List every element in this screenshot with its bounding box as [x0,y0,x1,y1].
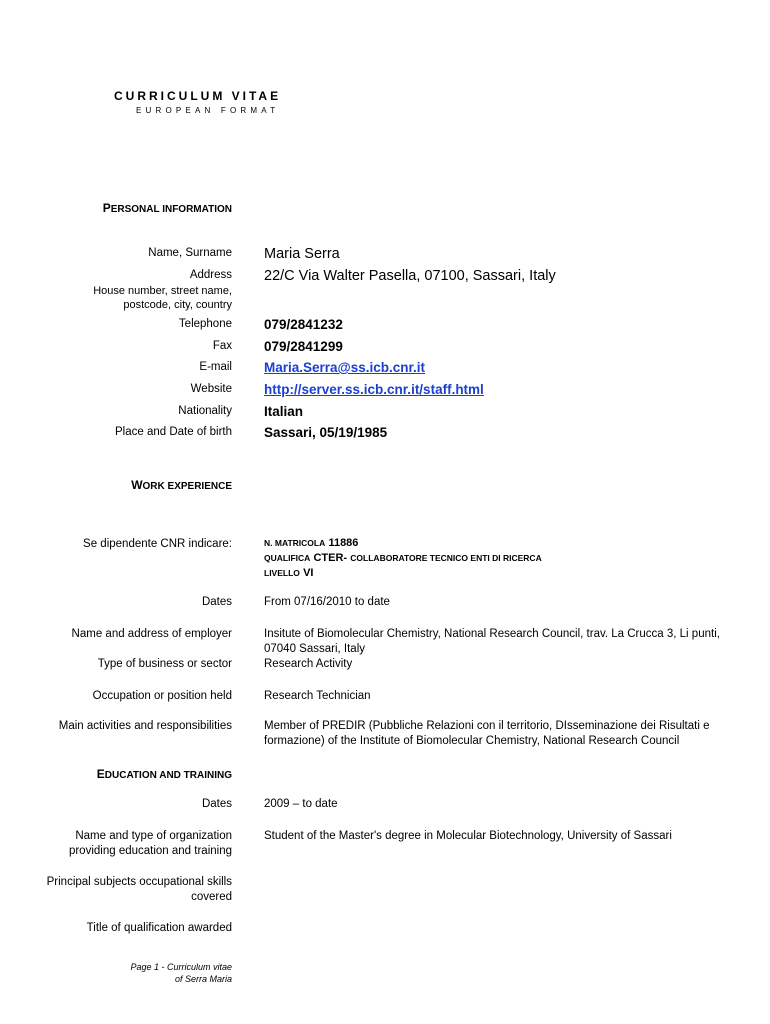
address-label: Address [189,269,232,281]
livello-label: LIVELLO [264,568,300,578]
matricola-line [264,536,542,551]
section-initial: P [102,201,111,215]
section-rest: ERSONAL INFORMATION [110,204,232,215]
employer-label: Name and address of employer [71,628,232,640]
education-dates-value: 2009 – to date [264,798,338,810]
name-value: Maria Serra [264,246,340,262]
work-dates-label: Dates [201,596,232,608]
activities-label: Main activities and responsibilities [58,720,232,732]
occupation-value: Research Technician [264,690,371,702]
education-dates-label: Dates [201,798,232,810]
name-label: Name, Surname [148,247,232,259]
activities-line-1: Member of PREDIR (Pubbliche Relazioni con il territorio, DIsseminazione dei Risultati e [264,720,710,732]
subjects-label-line-2: covered [191,891,232,903]
address-value: 22/C Via Walter Pasella, 07100, Sassari, Italy [264,268,556,284]
fax-value: 079/2841299 [264,339,343,354]
section-education-training [97,767,232,781]
matricola-value: 11886 [328,537,359,549]
email-label: E-mail [199,361,232,373]
birth-value: Sassari, 05/19/1985 [264,425,388,440]
livello-line [264,566,542,581]
qualification-label: Title of qualification awarded [86,922,232,934]
subjects-label-line-1: Principal subjects occupational skills [46,876,232,888]
organization-label [69,829,232,859]
cnr-label: Se dipendente CNR indicare: [83,538,232,550]
section-initial: W [131,478,143,492]
section-rest: DUCATION AND TRAINING [104,770,232,781]
employer-line-2: 07040 Sassari, Italy [264,643,366,655]
section-rest: ORK EXPERIENCE [142,481,232,492]
section-personal-information [103,201,232,215]
qualifica-line [264,551,542,566]
address-hint [93,284,232,312]
employer-line-1: Insitute of Biomolecular Chemistry, National Research Council, trav. La Crucca 3, Li punti, [264,628,720,640]
website-label: Website [190,383,232,395]
matricola-label: N. MATRICOLA [264,538,326,548]
birth-label: Place and Date of birth [115,426,232,438]
footer-line-2: of Serra Maria [174,974,232,984]
section-initial: E [96,767,105,781]
address-hint-line-2: postcode, city, country [123,299,232,311]
activities-line-2: formazione) of the Institute of Biomolecular Chemistry, National Research Council [264,735,680,747]
cnr-details [264,536,542,581]
email-link[interactable]: Maria.Serra@ss.icb.cnr.it [264,360,425,375]
cv-subtitle: EUROPEAN FORMAT [136,106,280,115]
qualifica-desc: COLLABORATORE TECNICO ENTI DI RICERCA [350,553,542,563]
fax-label: Fax [212,340,232,352]
organization-label-line-1: Name and type of organization [75,830,232,842]
nationality-value: Italian [264,404,304,419]
address-hint-line-1: House number, street name, [93,285,232,297]
qualifica-code: CTER- [313,552,348,564]
qualifica-label: QUALIFICA [264,553,311,563]
employer-value [264,627,720,672]
organization-label-line-2: providing education and training [68,845,232,857]
subjects-label [47,875,232,905]
cv-title: CURRICULUM VITAE [114,89,282,103]
occupation-label: Occupation or position held [92,690,232,702]
business-label: Type of business or sector [97,658,232,670]
work-dates-value: From 07/16/2010 to date [264,596,390,608]
telephone-value: 079/2841232 [264,317,343,332]
organization-value: Student of the Master's degree in Molecular Biotechnology, University of Sassari [264,830,672,842]
website-link[interactable]: http://server.ss.icb.cnr.it/staff.html [264,382,484,397]
footer-line-1: Page 1 - Curriculum vitae [130,962,232,972]
nationality-label: Nationality [178,405,232,417]
section-work-experience [131,478,232,492]
page-footer [130,961,232,985]
business-value: Research Activity [264,658,353,670]
livello-value: VI [303,567,314,579]
activities-value [264,719,710,749]
telephone-label: Telephone [178,318,232,330]
